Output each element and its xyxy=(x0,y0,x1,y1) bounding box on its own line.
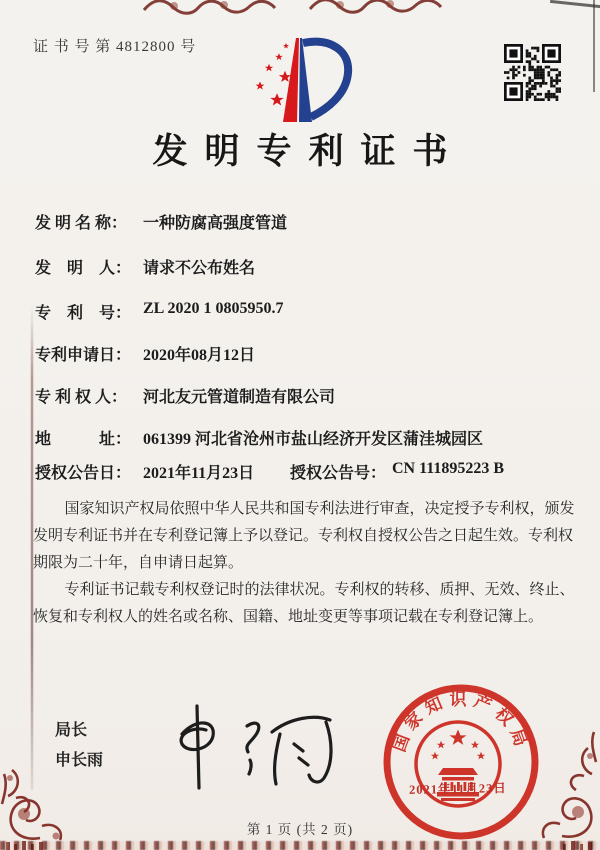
page-indicator: 第 1 页 (共 2 页) xyxy=(246,822,354,837)
field-patent-number xyxy=(35,300,283,324)
field-filing-date xyxy=(35,342,255,366)
legal-paragraph-2: 专利证书记载专利权登记时的法律状况。专利权的转移、质押、无效、终止、恢复和专利权人的姓名或名称、国籍、地址变更等事项记载在专利登记簿上。 xyxy=(33,582,575,625)
field-value: 2021年11月23日 xyxy=(143,465,255,482)
legal-text-block xyxy=(33,496,581,631)
field-label: 专利申请日： xyxy=(35,347,132,364)
legal-paragraph-1: 国家知识产权局依照中华人民共和国专利法进行审查，决定授予专利权，颁发发明专利证书并在专利登记簿上予以登记。专利权自授权公告之日起生效。专利权期限为二十年，自申请日起算。 xyxy=(33,501,575,571)
qr-code xyxy=(504,44,561,101)
top-ornament-border xyxy=(140,0,460,17)
seal-ring xyxy=(387,688,535,836)
field-value: CN 111895223 B xyxy=(392,460,505,477)
field-value: 一种防腐高强度管道 xyxy=(143,215,288,232)
seal-org-text: 国家知识产权局 xyxy=(389,690,533,755)
field-value: ZL 2020 1 0805950.7 xyxy=(143,300,284,317)
field-grant-date-and-number xyxy=(35,460,580,484)
field-value: 请求不公布姓名 xyxy=(143,260,256,277)
bottom-border-stripe xyxy=(0,841,600,850)
signer-block xyxy=(55,716,103,776)
field-invention-name xyxy=(35,210,287,234)
grant-number-pair xyxy=(290,460,504,483)
certificate-number: 证 书 号 第 4812800 号 xyxy=(33,39,197,55)
field-value: 2020年08月12日 xyxy=(143,347,256,364)
certificate-title: 发明专利证书 xyxy=(152,132,465,171)
signature-handwriting xyxy=(152,698,342,793)
corner-ornament-left xyxy=(0,768,76,850)
field-label: 地 址： xyxy=(35,431,132,448)
field-address xyxy=(35,426,483,450)
field-label: 授权公告日： xyxy=(35,465,132,482)
field-patentee xyxy=(35,384,335,408)
corner-ornament-right xyxy=(538,730,600,850)
signer-name: 申长雨 xyxy=(55,752,104,769)
field-label: 专 利 权 人： xyxy=(35,389,128,406)
field-label: 专 利 号： xyxy=(35,305,132,322)
signer-title: 局长 xyxy=(55,722,88,739)
field-label: 发 明 人： xyxy=(35,260,132,277)
field-value: 061399 河北省沧州市盐山经济开发区蒲洼城园区 xyxy=(143,431,484,448)
photo-edge-line xyxy=(593,0,595,92)
seal-date: 2021年11月23日 xyxy=(408,781,507,797)
field-label: 发 明 名 称： xyxy=(35,215,128,232)
field-inventor xyxy=(35,255,255,279)
field-label: 授权公告号： xyxy=(290,465,387,482)
field-value: 河北友元管道制造有限公司 xyxy=(143,389,336,406)
